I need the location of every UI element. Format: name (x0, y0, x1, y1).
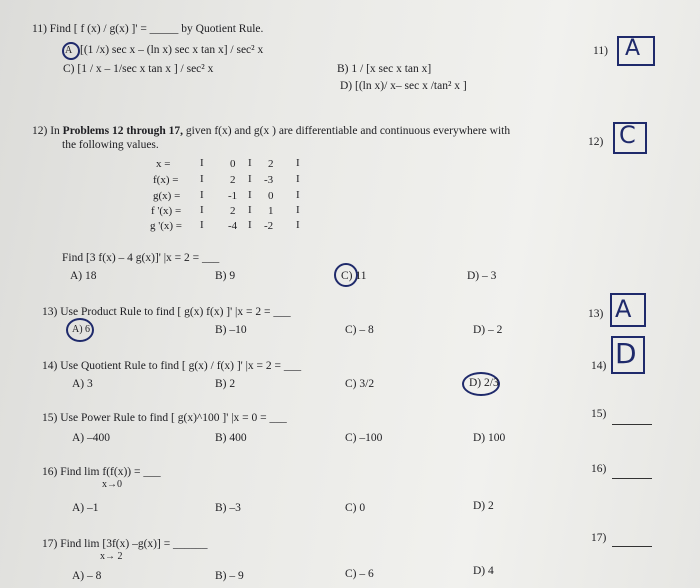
q11-number: 11) (593, 45, 608, 57)
q16-option-b[interactable]: B) –3 (215, 502, 241, 514)
q15-option-b[interactable]: B) 400 (215, 432, 247, 444)
table-divider: I (248, 173, 252, 185)
table-cell: 0 (268, 190, 274, 202)
table-divider: I (200, 173, 204, 185)
table-cell: -4 (228, 220, 238, 232)
q11-answer: A (625, 36, 641, 61)
q14-option-a[interactable]: A) 3 (72, 378, 93, 390)
q11-option-c[interactable]: C) [1 / x – 1/sec x tan x ] / sec² x (63, 63, 214, 75)
q16-stem: 16) Find lim f(f(x)) = ___ (42, 466, 161, 478)
q14-number: 14) (591, 360, 607, 372)
q15-answer-line[interactable] (612, 424, 652, 425)
q16-option-a[interactable]: A) –1 (72, 502, 99, 514)
table-cell: 2 (230, 174, 236, 186)
q17-answer-line[interactable] (612, 546, 652, 547)
q17-option-a[interactable]: A) – 8 (72, 570, 102, 582)
q12-number: 12) (588, 136, 604, 148)
q11-option-b[interactable]: B) 1 / [x sec x tan x] (337, 63, 432, 75)
q15-stem: 15) Use Power Rule to find [ g(x)^100 ]' |x = 0 = ___ (42, 412, 287, 424)
table-label-g: g(x) = (153, 190, 181, 202)
q11-stem: 11) Find [ f (x) / g(x) ]' = _____ by Quotient Rule. (32, 23, 264, 35)
table-cell: -1 (228, 190, 238, 202)
table-divider: I (248, 204, 252, 216)
q11-option-a-letter: A (65, 45, 73, 56)
q13-number: 13) (588, 308, 604, 320)
table-divider: I (296, 204, 300, 216)
q17-option-b[interactable]: B) – 9 (215, 570, 244, 582)
q12-option-c[interactable]: C) 11 (341, 270, 367, 282)
q15-number: 15) (591, 408, 607, 420)
table-cell: 1 (268, 205, 274, 217)
q14-option-b[interactable]: B) 2 (215, 378, 236, 390)
q13-option-d[interactable]: D) – 2 (473, 324, 503, 336)
table-cell: -2 (264, 220, 274, 232)
q17-option-c[interactable]: C) – 6 (345, 568, 374, 580)
q12-find: Find [3 f(x) – 4 g(x)]' |x = 2 = ___ (62, 252, 220, 264)
q11-option-d[interactable]: D) [(ln x)/ x– sec x /tan² x ] (340, 80, 467, 92)
table-divider: I (296, 219, 300, 231)
table-divider: I (248, 189, 252, 201)
q13-option-a[interactable]: A) 6 (72, 324, 91, 335)
table-cell: -3 (264, 174, 274, 186)
q17-number: 17) (591, 532, 607, 544)
q12-answer: C (619, 121, 636, 149)
q12-option-a[interactable]: A) 18 (70, 270, 97, 282)
table-cell: 2 (268, 158, 274, 170)
q16-limit-sub: x→0 (102, 479, 122, 490)
q17-limit-sub: x→ 2 (100, 551, 123, 562)
table-label-x: x = (156, 158, 171, 170)
q12-option-b[interactable]: B) 9 (215, 270, 236, 282)
q15-option-a[interactable]: A) –400 (72, 432, 111, 444)
q14-answer: D (615, 337, 637, 370)
q12-option-d[interactable]: D) – 3 (467, 270, 497, 282)
q16-answer-line[interactable] (612, 478, 652, 479)
q16-option-c[interactable]: C) 0 (345, 502, 366, 514)
q17-option-d[interactable]: D) 4 (473, 565, 494, 577)
q17-stem: 17) Find lim [3f(x) –g(x)] = ______ (42, 538, 208, 550)
q16-number: 16) (591, 463, 607, 475)
table-divider: I (248, 219, 252, 231)
table-divider: I (200, 157, 204, 169)
table-divider: I (200, 189, 204, 201)
table-divider: I (200, 219, 204, 231)
table-divider: I (296, 173, 300, 185)
table-divider: I (248, 157, 252, 169)
table-label-fprime: f '(x) = (151, 205, 182, 217)
table-label-f: f(x) = (153, 174, 179, 186)
q13-option-b[interactable]: B) –10 (215, 324, 247, 336)
table-divider: I (200, 204, 204, 216)
q15-option-d[interactable]: D) 100 (473, 432, 506, 444)
q15-option-c[interactable]: C) –100 (345, 432, 383, 444)
table-cell: 0 (230, 158, 236, 170)
table-divider: I (296, 189, 300, 201)
q13-stem: 13) Use Product Rule to find [ g(x) f(x) ]' |x = 2 = ___ (42, 306, 291, 318)
q14-option-c[interactable]: C) 3/2 (345, 378, 375, 390)
q12-stem-line2: the following values. (62, 139, 159, 151)
table-divider: I (296, 157, 300, 169)
q12-stem: 12) In Problems 12 through 17, given f(x) and g(x ) are differentiable and continuous everywhere with (32, 125, 511, 137)
q16-option-d[interactable]: D) 2 (473, 500, 494, 512)
table-label-gprime: g '(x) = (150, 220, 183, 232)
q13-option-c[interactable]: C) – 8 (345, 324, 374, 336)
table-cell: 2 (230, 205, 236, 217)
q14-stem: 14) Use Quotient Rule to find [ g(x) / f(x) ]' |x = 2 = ___ (42, 360, 302, 372)
q11-option-a[interactable]: [(1 /x) sec x – (ln x) sec x tan x] / sec² x (80, 44, 264, 56)
q14-option-d[interactable]: D) 2/3 (469, 377, 499, 389)
q13-answer: A (615, 295, 632, 323)
